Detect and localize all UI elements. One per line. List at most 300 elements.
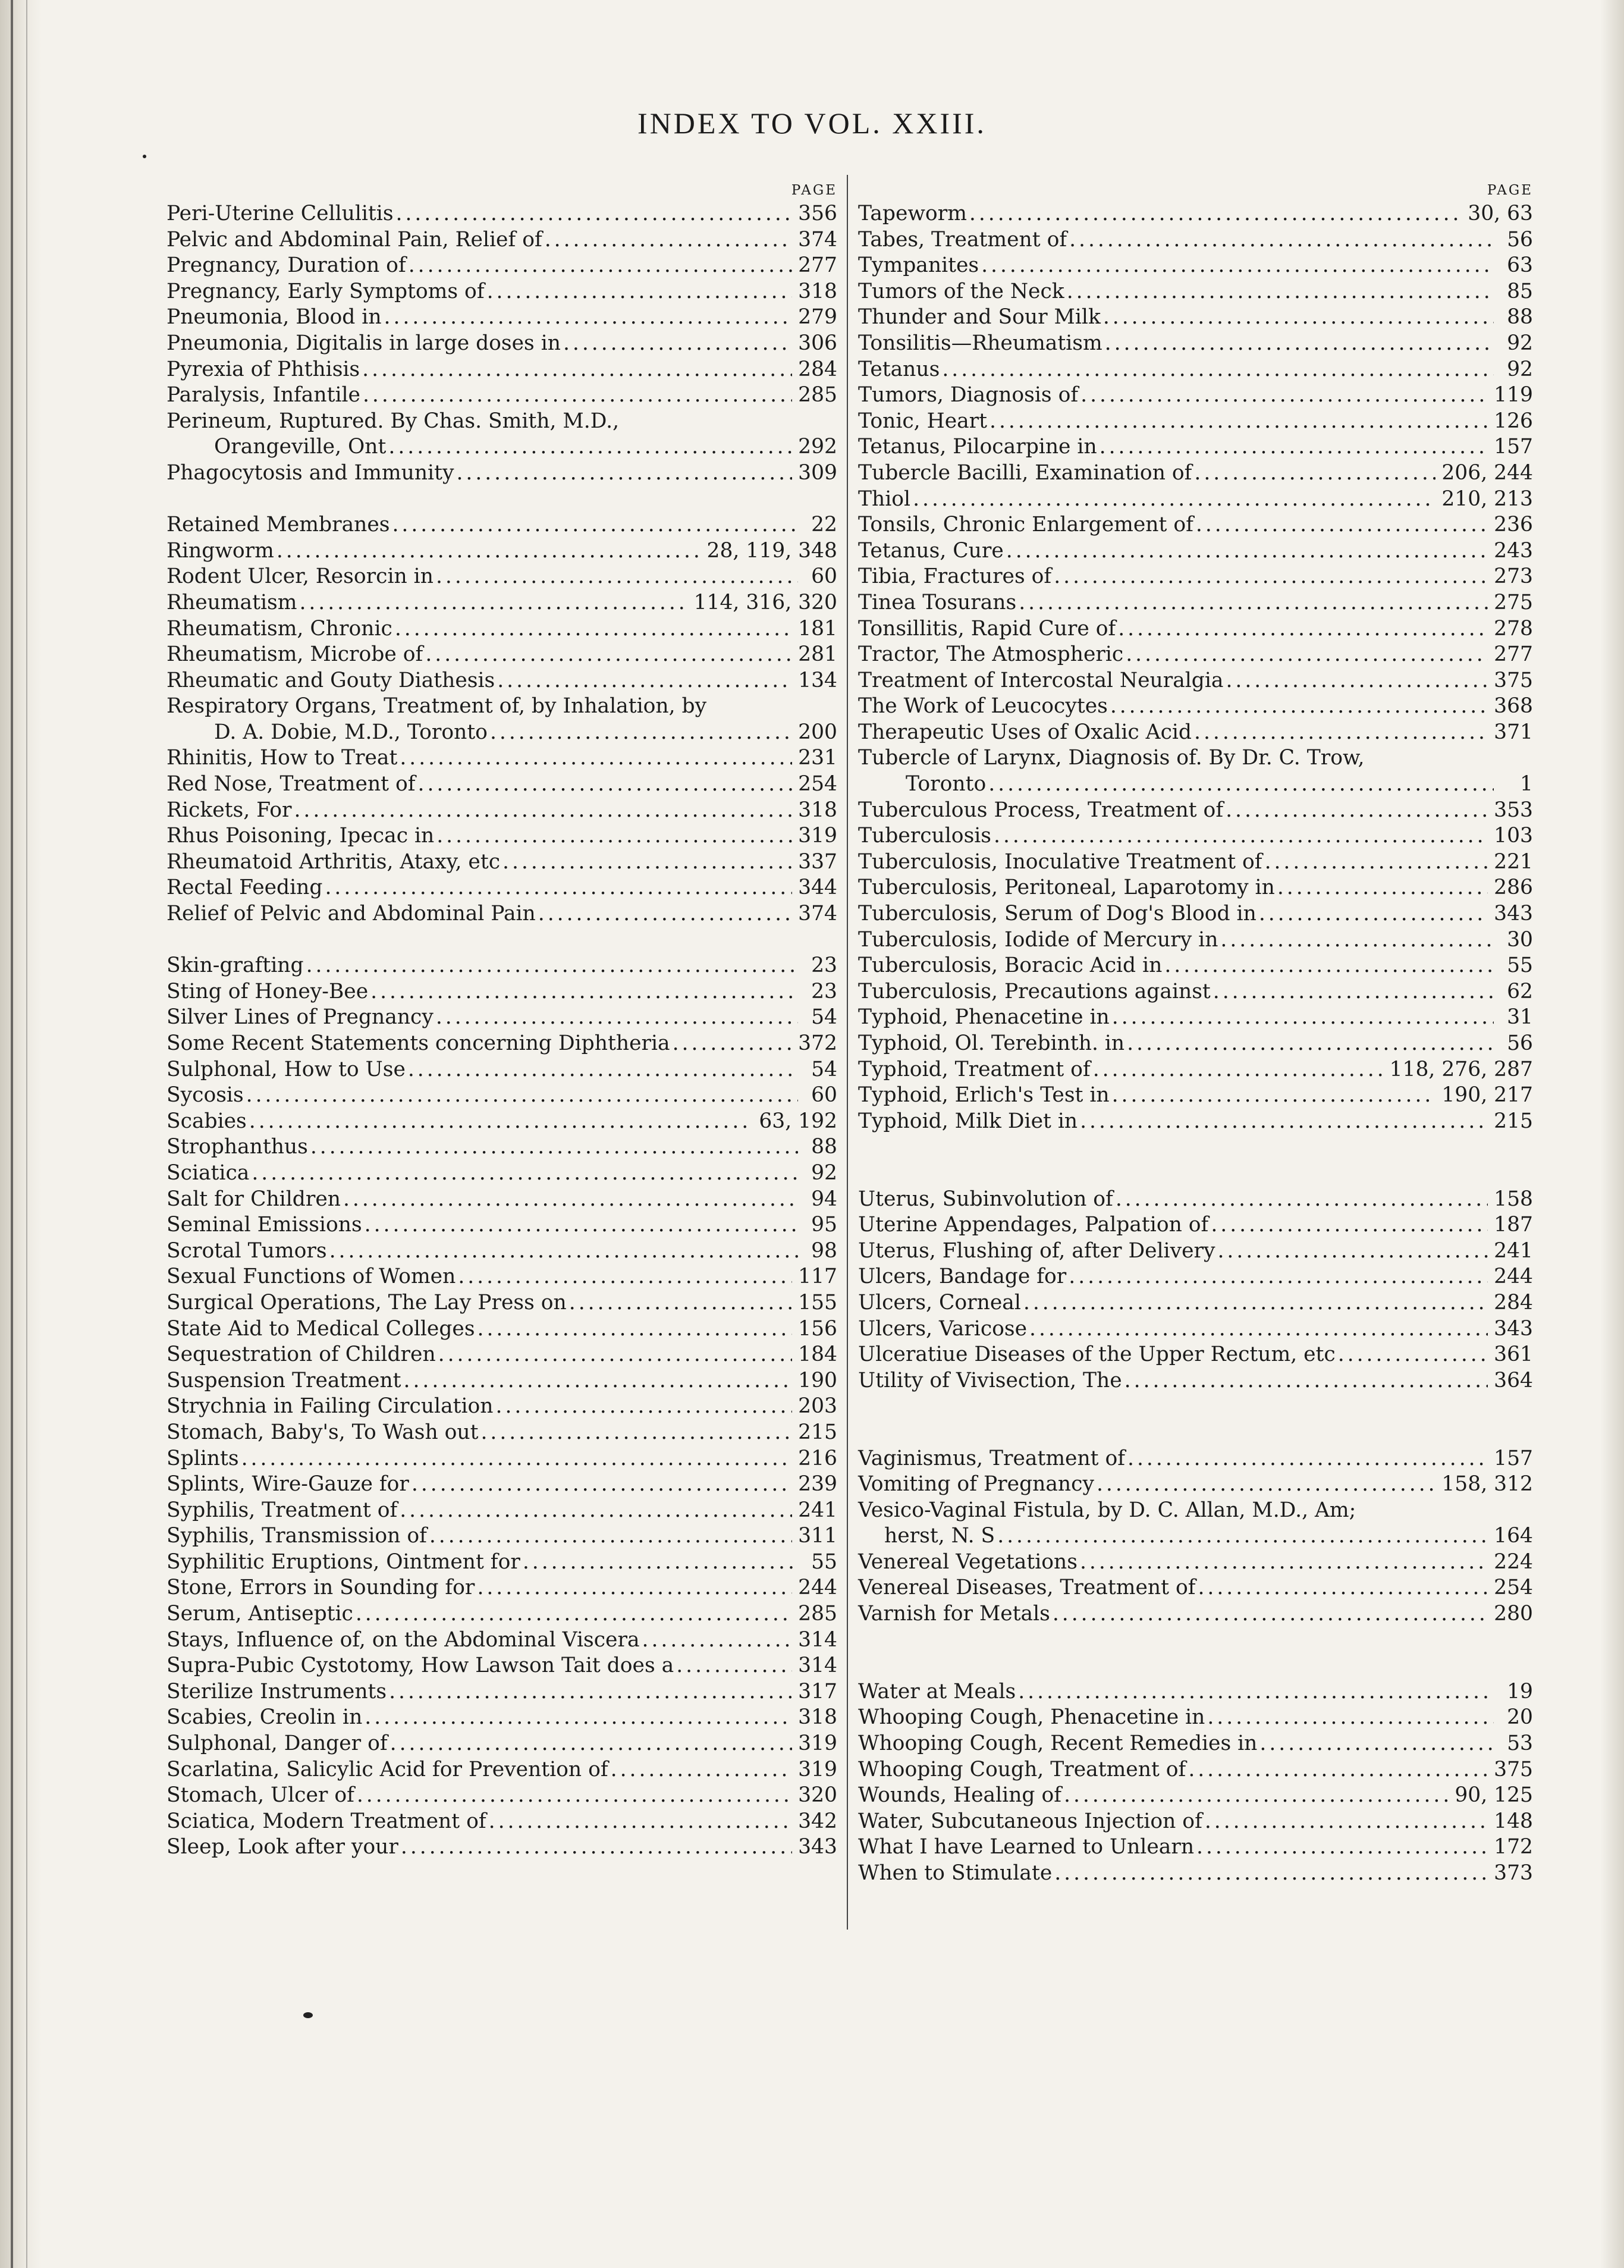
entry-title: Rhinitis, How to Treat [167,746,398,770]
dot-leader [241,1446,793,1472]
entry-page-number: 374 [798,227,837,252]
entry-page-number: 54 [811,1005,837,1030]
index-entry [858,901,1533,927]
index-column-right [858,180,1533,1887]
entry-page-number: 56 [1507,1031,1533,1055]
entry-page-number: 286 [1494,876,1533,900]
entry-page-number: 200 [798,720,837,744]
entry-page-number: 114, 316, 320 [693,590,837,614]
entry-title: Tetanus, Pilocarpine in [858,435,1097,459]
entry-title: Sequestration of Children [167,1342,436,1367]
dot-leader [404,1368,793,1394]
index-entry [167,1264,837,1290]
entry-title: Skin-grafting [167,953,304,978]
entry-title: Typhoid, Erlich's Test in [858,1083,1110,1108]
section-gap [858,1134,1533,1160]
entry-page-number: 278 [1494,616,1533,641]
entry-title: Red Nose, Treatment of [167,772,416,796]
dot-leader [436,564,798,590]
dot-leader [277,538,701,564]
dot-leader [396,201,793,227]
index-entry [858,1731,1533,1757]
entry-title: Uterus, Subinvolution of [858,1187,1113,1211]
page-title: INDEX TO VOL. XXIII. [637,106,987,140]
dot-leader [401,1834,792,1861]
entry-page-number: 372 [798,1031,837,1055]
index-entry [167,694,837,720]
entry-page-number: 155 [798,1290,837,1315]
dot-leader [1029,1316,1488,1342]
entry-page-number: 158 [1494,1187,1533,1211]
index-entry [167,1005,837,1031]
entry-title: Toronto [906,772,987,796]
entry-title: Typhoid, Treatment of [858,1057,1091,1081]
entry-page-number: 184 [798,1342,837,1367]
entry-page-number: 63 [1507,253,1533,278]
dot-leader [294,798,792,824]
entry-title: Supra-Pubic Cystotomy, How Lawson Tait does a [167,1654,674,1678]
dot-leader [1338,1342,1488,1368]
index-entry [858,849,1533,876]
entry-page-number: 319 [798,1757,837,1781]
index-entry [167,1653,837,1679]
dot-leader [329,1238,798,1265]
index-entry [858,1446,1533,1472]
dot-leader [1054,564,1488,590]
entry-title: Whooping Cough, Phenacetine in [858,1705,1205,1730]
dot-leader [1194,720,1488,746]
entry-page-number: 306 [798,331,837,355]
entry-page-number: 55 [1507,953,1533,978]
entry-page-number: 277 [1494,642,1533,667]
entry-page-number: 231 [798,746,837,770]
dot-leader [1080,382,1488,409]
entry-page-number: 94 [811,1187,837,1211]
entry-page-number: 30 [1507,927,1533,952]
dot-leader [362,357,792,383]
entry-title: Peri-Uterine Cellulitis [167,202,394,225]
dot-leader [1196,512,1488,538]
dot-leader [357,1783,792,1809]
dot-leader [673,1031,793,1057]
entry-page-number: 63, 192 [759,1109,837,1133]
index-entry [167,1679,837,1705]
entry-page-number: 88 [811,1135,837,1159]
entry-page-number: 98 [811,1238,837,1263]
dot-leader [1112,1083,1436,1109]
entry-page-number: 103 [1494,824,1533,848]
dot-leader [642,1627,793,1654]
index-entry [167,901,837,927]
dot-leader [246,1083,798,1109]
dot-leader [611,1757,792,1783]
entry-page-number: 343 [1494,1316,1533,1341]
index-entry [167,1290,837,1316]
entry-title: Tumors, Diagnosis of [858,383,1079,407]
entry-title: Ulcers, Varicose [858,1316,1028,1341]
entry-page-number: 319 [798,1731,837,1756]
dot-leader [990,409,1488,435]
index-entry [858,1083,1533,1109]
index-entry [858,460,1533,487]
entry-title: Sciatica [167,1160,250,1185]
entry-page-number: 317 [798,1679,837,1704]
index-entry [858,564,1533,590]
index-entry [858,434,1533,460]
entry-title: Wounds, Healing of [858,1783,1062,1808]
entry-page-number: 22 [811,513,837,537]
index-entry [858,1861,1533,1887]
page-binding [0,0,42,2268]
index-entry [858,1290,1533,1316]
index-entry [167,979,837,1005]
entry-page-number: 60 [811,1083,837,1108]
entry-title: Rheumatic and Gouty Diathesis [167,668,495,692]
entry-page-number: 134 [798,668,837,692]
dot-leader [456,460,792,487]
entry-title: Rheumatism [167,590,297,614]
binding-line [11,0,13,2268]
dot-leader [1196,1834,1488,1861]
index-entry [858,745,1533,771]
entry-page-number: 23 [811,979,837,1003]
dot-leader [425,642,792,668]
index-entry [167,1549,837,1576]
index-entry [858,1523,1533,1549]
index-entry [858,227,1533,253]
entry-title: Serum, Antiseptic [167,1602,353,1626]
entry-page-number: 95 [811,1213,837,1237]
index-entry [167,1057,837,1083]
index-entry [858,1498,1533,1524]
index-entry [167,1083,837,1109]
dot-leader [545,227,792,253]
entry-title: Rhus Poisoning, Ipecac in [167,824,435,848]
dot-leader [1110,694,1488,720]
index-entry [858,1342,1533,1368]
dot-leader [942,357,1494,383]
entry-title: Phagocytosis and Immunity [167,460,454,485]
index-entry [167,382,837,409]
ink-mark [303,2012,313,2018]
entry-title: Stomach, Ulcer of [167,1783,354,1808]
dot-leader [310,1134,798,1160]
entry-title: Strophanthus [167,1135,308,1159]
index-entry [167,1834,837,1861]
entry-title: Salt for Children [167,1187,341,1211]
entry-title: Thiol [858,487,911,511]
index-entry [167,745,837,771]
entry-page-number: 364 [1494,1368,1533,1392]
index-entry [858,1679,1533,1705]
page-column-label: PAGE [1487,183,1533,198]
entry-title: Varnish for Metals [858,1602,1050,1626]
dot-leader [365,1212,798,1238]
dot-leader [1198,1575,1488,1601]
entry-title: Scabies, Creolin in [167,1705,363,1730]
index-entry [858,487,1533,513]
entry-page-number: 375 [1494,1757,1533,1781]
entry-page-number: 285 [798,383,837,407]
dot-leader [487,279,793,305]
dot-leader [365,1705,792,1731]
dot-leader [497,668,792,694]
dot-leader [1105,331,1494,357]
dot-leader [400,745,792,771]
entry-page-number: 343 [1494,902,1533,926]
entry-page-number: 371 [1494,720,1533,744]
entry-page-number: 292 [798,435,837,459]
entry-title: Ulcers, Bandage for [858,1265,1067,1289]
index-entry [858,1031,1533,1057]
entry-title: Sleep, Look after your [167,1835,398,1859]
index-entry [167,201,837,227]
dot-leader [1220,927,1494,953]
entry-title: Syphilis, Treatment of [167,1498,398,1522]
entry-title: Pneumonia, Digitalis in large doses in [167,331,561,355]
entry-title: Paralysis, Infantile [167,383,360,407]
dot-leader [299,590,687,616]
index-entry [167,1705,837,1731]
dot-leader [1213,979,1494,1005]
entry-page-number: 118, 276, 287 [1389,1057,1533,1081]
index-entry [858,1368,1533,1394]
dot-leader [1054,1861,1488,1887]
entry-title: Therapeutic Uses of Oxalic Acid [858,720,1192,744]
entry-page-number: 344 [798,876,837,900]
dot-leader [1116,1187,1488,1213]
entry-page-number: 311 [798,1524,837,1548]
index-entry [167,253,837,279]
section-gap [167,487,837,513]
dot-leader [356,1601,792,1627]
index-entry [167,357,837,383]
index-entry [167,1420,837,1446]
dot-leader [458,1264,792,1290]
entry-page-number: 85 [1507,279,1533,303]
index-entry [858,1316,1533,1342]
index-entry [858,1264,1533,1290]
entry-title: D. A. Dobie, M.D., Toronto [214,720,488,744]
index-entry [858,1757,1533,1783]
entry-page-number: 19 [1507,1679,1533,1704]
index-entry [167,1238,837,1265]
index-entry [167,538,837,564]
entry-title: Retained Membranes [167,513,390,537]
entry-title: Tapeworm [858,202,967,225]
index-entry [858,1057,1533,1083]
section-gap [858,1627,1533,1654]
index-entry [858,953,1533,979]
entry-title: Perineum, Ruptured. By Chas. Smith, M.D., [167,409,620,433]
dot-leader [390,1731,792,1757]
entry-page-number: 203 [798,1394,837,1419]
dot-leader [1023,1290,1488,1316]
entry-title: Water at Meals [858,1679,1016,1704]
index-entry [858,1549,1533,1576]
dot-leader [409,253,792,279]
entry-title: Rheumatism, Microbe of [167,642,423,667]
dot-leader [1019,590,1488,616]
index-entry [167,1109,837,1135]
index-entry [167,1601,837,1627]
entry-title: Stone, Errors in Sounding for [167,1576,475,1600]
index-entry [858,694,1533,720]
dot-leader [1265,849,1488,876]
entry-page-number: 55 [811,1549,837,1574]
entry-title: Splints, Wire-Gauze for [167,1472,409,1497]
dot-leader [1103,305,1494,331]
dot-leader [1127,1031,1494,1057]
dot-leader [489,1809,793,1835]
index-entry [167,1134,837,1160]
entry-title: Tuberculosis [858,824,992,848]
binding-line [26,0,27,2268]
index-entry [167,668,837,694]
dot-leader [1164,953,1494,979]
index-entry [858,1809,1533,1835]
index-entry [858,1575,1533,1601]
index-entry [167,1523,837,1549]
entry-page-number: 20 [1507,1705,1533,1730]
index-entry [858,253,1533,279]
dot-leader [343,1187,798,1213]
index-entry [858,1187,1533,1213]
entry-page-number: 244 [1494,1265,1533,1289]
dot-leader [1018,1679,1494,1705]
dot-leader [1207,1705,1494,1731]
index-entry [858,382,1533,409]
index-entry [167,849,837,876]
dot-leader [1277,875,1488,901]
entry-title: Thunder and Sour Milk [858,305,1101,330]
entry-page-number: 190 [798,1368,837,1392]
entry-page-number: 157 [1494,1446,1533,1470]
dot-leader [1126,642,1488,668]
entry-title: Rectal Feeding [167,876,323,900]
entry-page-number: 361 [1494,1342,1533,1367]
entry-page-number: 285 [798,1602,837,1626]
index-list [167,201,837,1861]
entry-page-number: 368 [1494,694,1533,719]
entry-title: Syphilitic Eruptions, Ointment for [167,1549,520,1574]
dot-leader [969,201,1462,227]
index-entry [167,512,837,538]
index-entry [167,1498,837,1524]
dot-leader [1217,1238,1488,1265]
entry-title: Vomiting of Pregnancy [858,1472,1094,1497]
entry-title: Vesico-Vaginal Fistula, by D. C. Allan, M.D., Am; [858,1498,1356,1522]
index-entry [858,668,1533,694]
entry-title: State Aid to Medical Colleges [167,1316,475,1341]
index-entry [858,979,1533,1005]
index-entry [167,564,837,590]
entry-title: Whooping Cough, Recent Remedies in [858,1731,1258,1756]
index-entry [858,1472,1533,1498]
index-entry [167,771,837,798]
dot-leader [478,1316,793,1342]
entry-title: Rickets, For [167,798,292,822]
dot-leader [913,487,1435,513]
index-list [858,201,1533,1887]
entry-title: Tractor, The Atmospheric [858,642,1124,667]
dot-leader [1112,1005,1494,1031]
index-entry [167,279,837,305]
entry-title: Pregnancy, Early Symptoms of [167,279,485,303]
entry-page-number: 221 [1494,849,1533,874]
index-entry [858,1238,1533,1265]
dot-leader [1226,798,1488,824]
entry-title: Orangeville, Ont [214,435,387,459]
index-entry [167,823,837,849]
entry-page-number: 284 [1494,1290,1533,1315]
dot-leader [392,512,799,538]
entry-title: The Work of Leucocytes [858,694,1108,719]
index-entry [858,798,1533,824]
dot-leader [370,979,798,1005]
entry-title: Vaginismus, Treatment of [858,1446,1126,1470]
dot-leader [438,1342,792,1368]
entry-page-number: 60 [811,564,837,589]
entry-page-number: 353 [1494,798,1533,822]
entry-page-number: 241 [1494,1238,1533,1263]
index-entry [167,409,837,435]
entry-title: When to Stimulate [858,1861,1053,1885]
entry-page-number: 62 [1507,979,1533,1003]
dot-leader [490,720,792,746]
entry-page-number: 320 [798,1783,837,1808]
dot-leader [388,434,792,460]
entry-title: Tonsillitis, Rapid Cure of [858,616,1116,641]
entry-title: Scabies [167,1109,247,1133]
entry-page-number: 148 [1494,1809,1533,1833]
dot-leader [1080,1109,1488,1135]
index-entry [167,720,837,746]
entry-title: What I have Learned to Unlearn [858,1835,1195,1859]
entry-title: herst, N. S [884,1524,995,1548]
section-gap [858,1420,1533,1446]
index-entry [858,1834,1533,1861]
entry-page-number: 92 [1507,357,1533,381]
entry-title: Suspension Treatment [167,1368,401,1392]
entry-title: Pyrexia of Phthisis [167,357,360,381]
entry-title: Tabes, Treatment of [858,227,1067,252]
index-entry [167,227,837,253]
dot-leader [1188,1757,1488,1783]
entry-page-number: 1 [1520,772,1533,796]
entry-page-number: 279 [798,305,837,330]
dot-leader [981,253,1494,279]
entry-page-number: 280 [1494,1602,1533,1626]
entry-page-number: 318 [798,1705,837,1730]
dot-leader [429,1523,792,1549]
index-entry [167,1316,837,1342]
index-entry [167,1446,837,1472]
dot-leader [676,1653,792,1679]
index-entry [858,538,1533,564]
entry-page-number: 343 [798,1835,837,1859]
dot-leader [395,616,792,642]
dot-leader [1124,1368,1488,1394]
dot-leader [997,1523,1488,1549]
index-entry [858,357,1533,383]
dot-leader [418,771,793,798]
section-gap [858,1160,1533,1187]
dot-leader [1118,616,1488,642]
dot-leader [1226,668,1488,694]
index-entry [167,1627,837,1654]
index-entry [858,771,1533,798]
